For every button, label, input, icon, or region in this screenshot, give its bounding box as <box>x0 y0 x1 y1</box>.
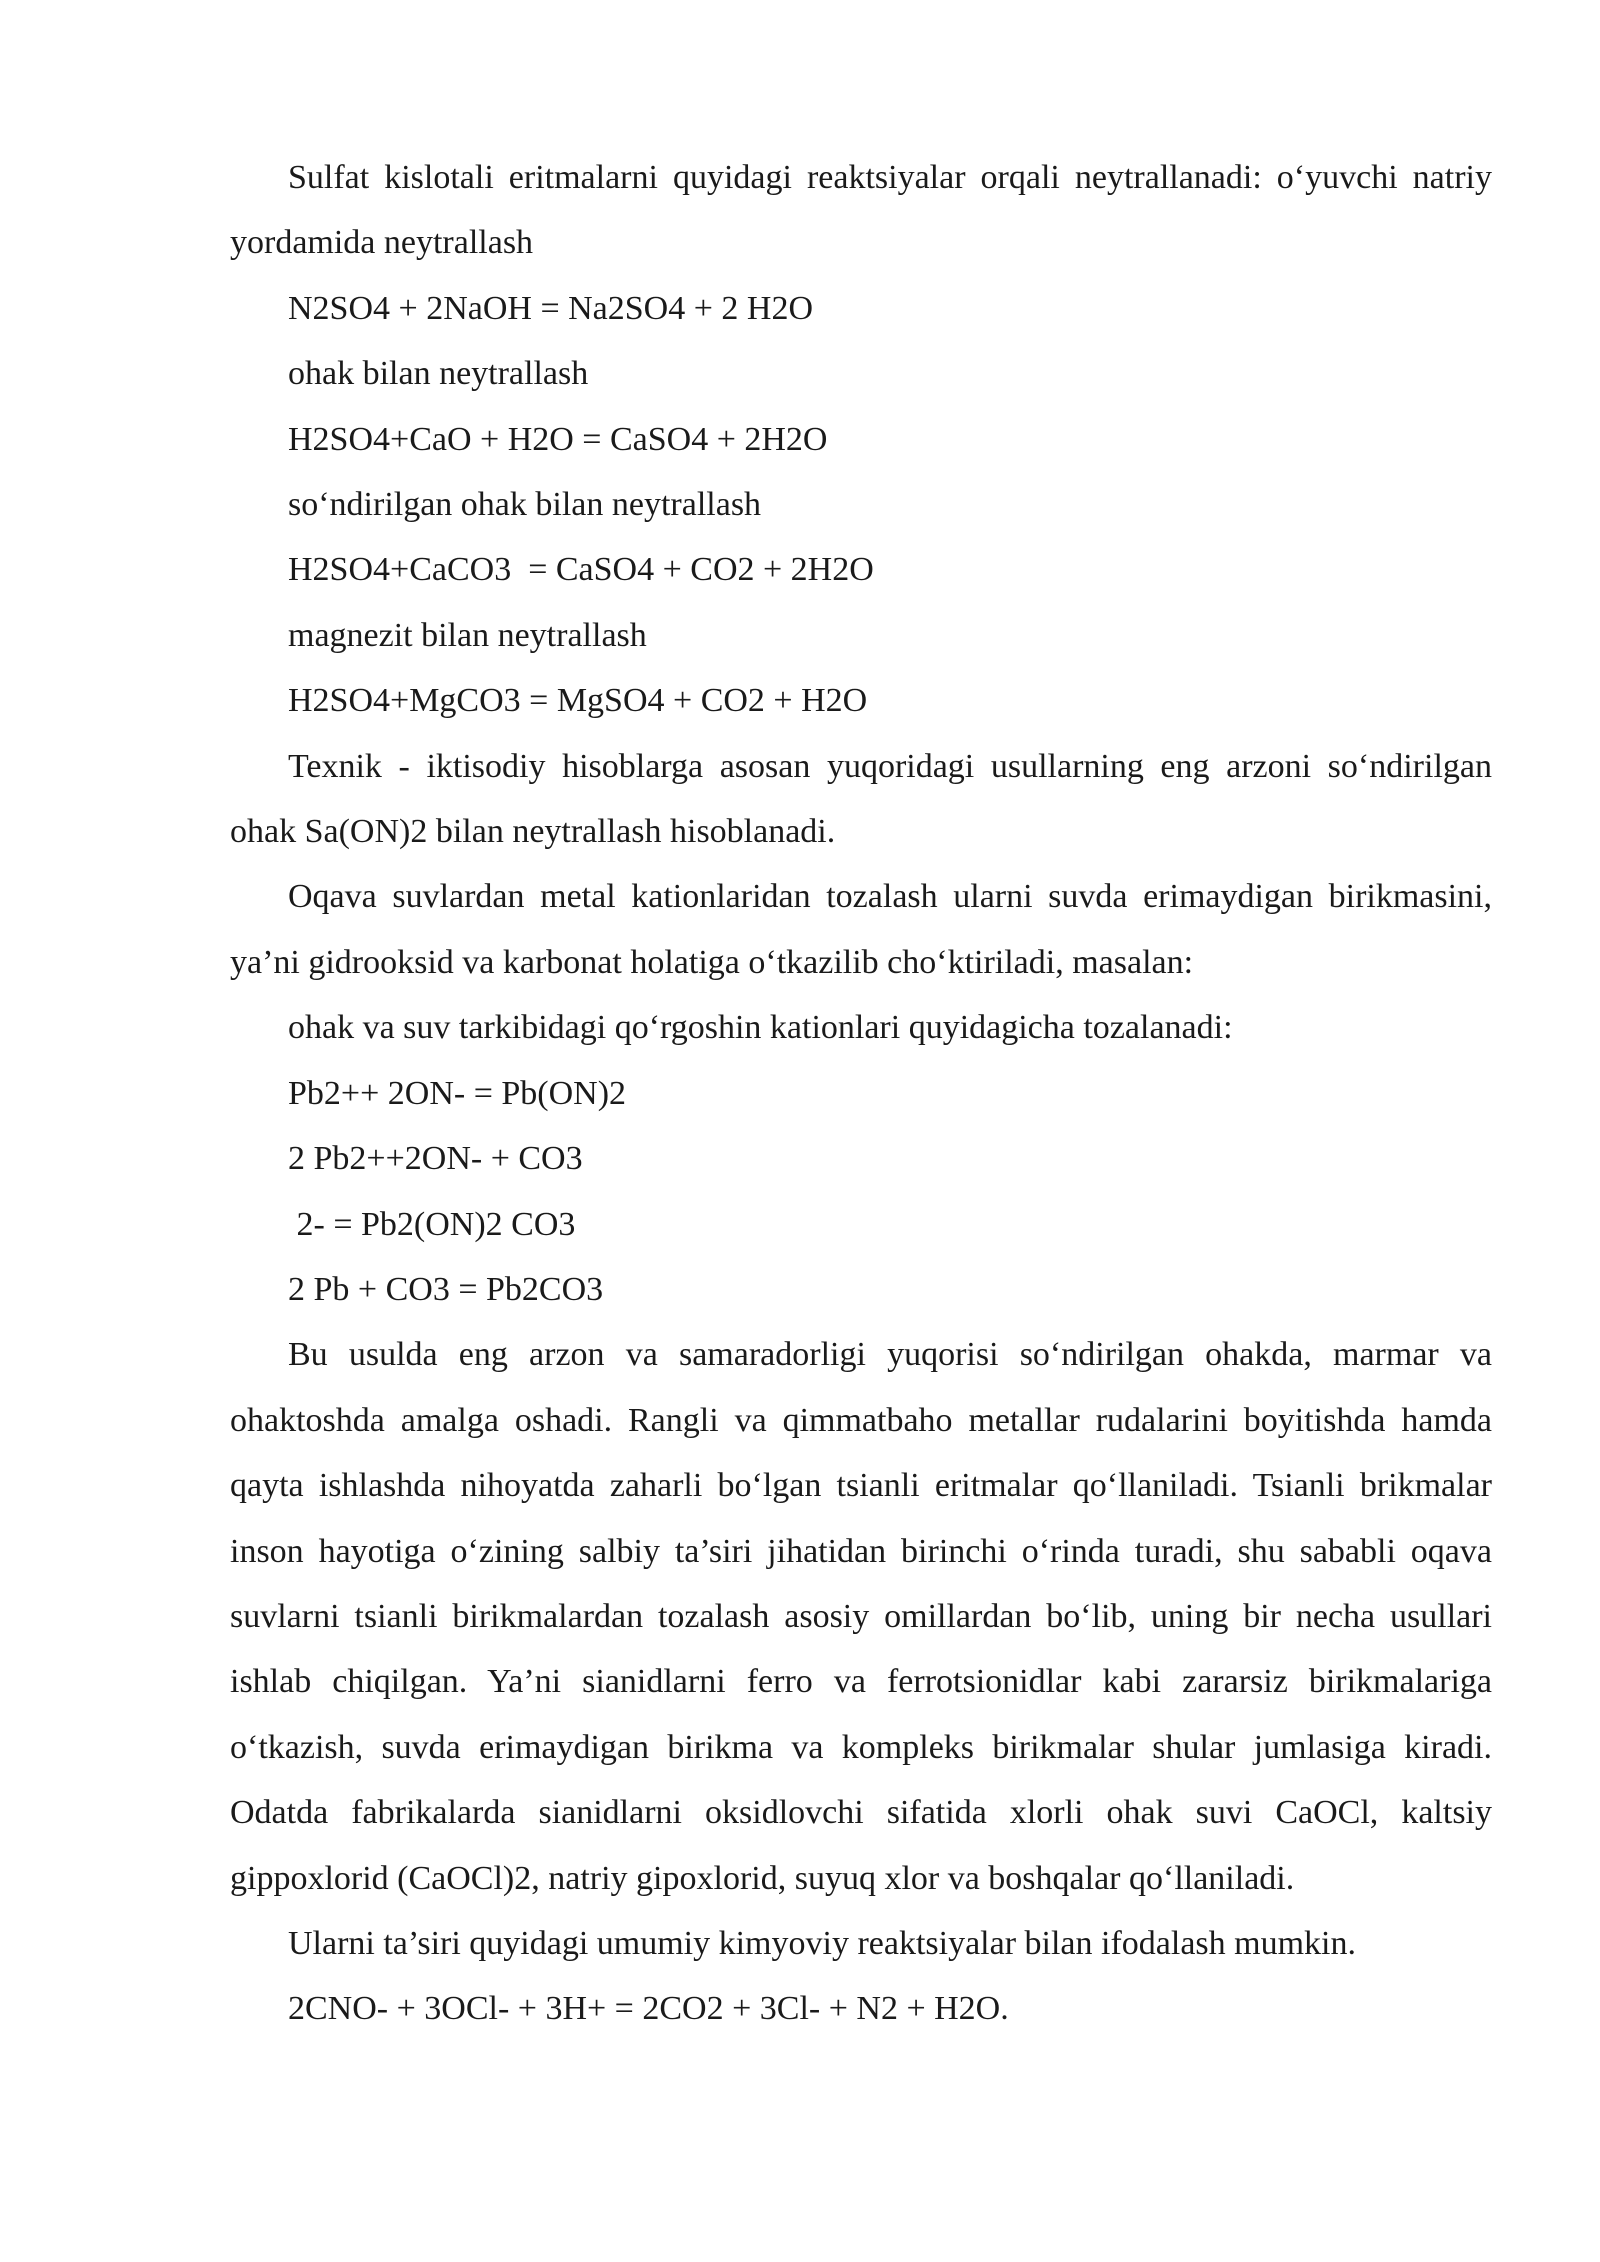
equation-caco3: H2SO4+CaCO3 = CaSO4 + CO2 + 2H2O <box>288 551 874 589</box>
paragraph-oqava: Oqava suvlardan metal kationlaridan tozalash ularni suvda erimaydigan birikmasini, ya’ni gidrooksid va karbonat holatiga o‘tkazilib cho‘ktiriladi, masalan: <box>230 878 1492 981</box>
equation-pb-1: Pb2++ 2ON- = Pb(ON)2 <box>288 1074 627 1112</box>
text-sondirilgan-ohak: so‘ndirilgan ohak bilan neytrallash <box>288 486 762 524</box>
text-ularni: Ularni ta’siri quyidagi umumiy kimyoviy reaktsiyalar bilan ifodalash mumkin. <box>288 1924 1356 1962</box>
equation-mgco3: H2SO4+MgCO3 = MgSO4 + CO2 + H2O <box>288 682 868 720</box>
equation-cao: H2SO4+CaO + H2O = CaSO4 + 2H2O <box>288 420 828 458</box>
equation-pb-2: 2 Pb2++2ON- + CO3 <box>288 1140 583 1178</box>
paragraph-texnik: Texnik - iktisodiy hisoblarga asosan yuqoridagi usullarning eng arzoni so‘ndirilgan ohak Sa(ON)2 bilan neytrallash hisoblanadi. <box>230 747 1492 851</box>
equation-naoh: N2SO4 + 2NaOH = Na2SO4 + 2 H2O <box>288 289 814 327</box>
equation-pb-3: 2- = Pb2(ON)2 CO3 <box>288 1205 576 1243</box>
equation-cno: 2CNO- + 3OCl- + 3H+ = 2CO2 + 3Cl- + N2 + H2O. <box>288 1990 1009 2028</box>
text-qorgoshin: ohak va suv tarkibidagi qo‘rgoshin kationlari quyidagicha tozalanadi: <box>288 1009 1233 1047</box>
paragraph-sulfat-intro: Sulfat kislotali eritmalarni quyidagi reaktsiyalar orqali neytrallanadi: o‘yuvchi natriy yordamida neytrallash <box>230 159 1492 262</box>
text-magnezit: magnezit bilan neytrallash <box>288 616 647 654</box>
document-page <box>230 145 1492 2042</box>
text-ohak-neytrallash: ohak bilan neytrallash <box>288 355 589 393</box>
equation-pb-4: 2 Pb + CO3 = Pb2CO3 <box>288 1270 604 1308</box>
paragraph-usul: Bu usulda eng arzon va samaradorligi yuqorisi so‘ndirilgan ohakda, marmar va ohaktoshda amalga oshadi. Rangli va qimmatbaho metallar rudalarini boyitishda hamda qayta ishlashda nihoyatda zaharli bo‘lgan tsianli eritmalar qo‘llaniladi. Tsianli brikmalar inson hayotiga o‘zining salbiy ta’siri jihatidan birinchi o‘rinda turadi, shu sababli oqava suvlarni tsianli birikmalardan tozalash asosiy omillardan bo‘lib, uning bir necha usullari ishlab chiqilgan. Ya’ni sianidlarni ferro va ferrotsionidlar kabi zararsiz birikmalariga o‘tkazish, suvda erimaydigan birikma va kompleks birikmalar shular jumlasiga kiradi. Odatda fabrikalarda sianidlarni oksidlovchi sifatida xlorli ohak suvi CaOCl, kaltsiy gippoxlorid (CaOCl)2, natriy gipoxlorid, suyuq xlor va boshqalar qo‘llaniladi. <box>230 1336 1492 1897</box>
